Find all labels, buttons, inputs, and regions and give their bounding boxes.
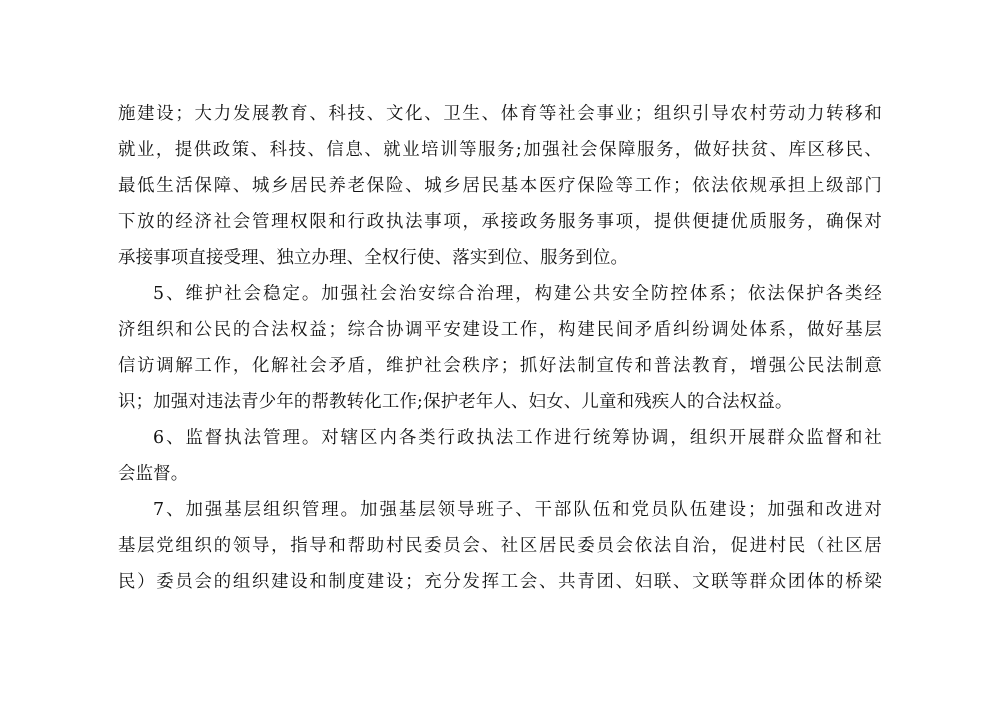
text-line: 济组织和公民的合法权益；综合协调平安建设工作，构建民间矛盾纠纷调处体系，做好基层	[118, 320, 882, 340]
text-line: 7、加强基层组织管理。加强基层领导班子、干部队伍和党员队伍建设；加强和改进对	[153, 500, 882, 520]
text-line: 承接事项直接受理、独立办理、全权行使、落实到位、服务到位。	[118, 248, 629, 268]
document-body	[118, 96, 882, 600]
text-line: 最低生活保障、城乡居民养老保险、城乡居民基本医疗保险等工作；依法依规承担上级部门	[118, 176, 882, 196]
text-line: 施建设；大力发展教育、科技、文化、卫生、体育等社会事业；组织引导农村劳动力转移和	[118, 104, 882, 124]
text-line: 识；加强对违法青少年的帮教转化工作;保护老年人、妇女、儿童和残疾人的合法权益。	[118, 392, 793, 412]
text-line: 6、监督执法管理。对辖区内各类行政执法工作进行统筹协调，组织开展群众监督和社	[153, 428, 882, 448]
text-line: 基层党组织的领导，指导和帮助村民委员会、社区居民委员会依法自治，促进村民（社区居	[118, 536, 882, 556]
text-line: 下放的经济社会管理权限和行政执法事项，承接政务服务事项，提供便捷优质服务，确保对	[118, 212, 882, 232]
text-line: 信访调解工作，化解社会矛盾，维护社会秩序；抓好法制宣传和普法教育，增强公民法制意	[118, 356, 882, 376]
text-line: 就业，提供政策、科技、信息、就业培训等服务;加强社会保障服务，做好扶贫、库区移民、	[118, 140, 882, 160]
text-line: 民）委员会的组织建设和制度建设；充分发挥工会、共青团、妇联、文联等群众团体的桥梁	[118, 572, 882, 592]
text-line: 5、维护社会稳定。加强社会治安综合治理，构建公共安全防控体系；依法保护各类经	[153, 284, 882, 304]
text-line: 会监督。	[118, 464, 189, 484]
